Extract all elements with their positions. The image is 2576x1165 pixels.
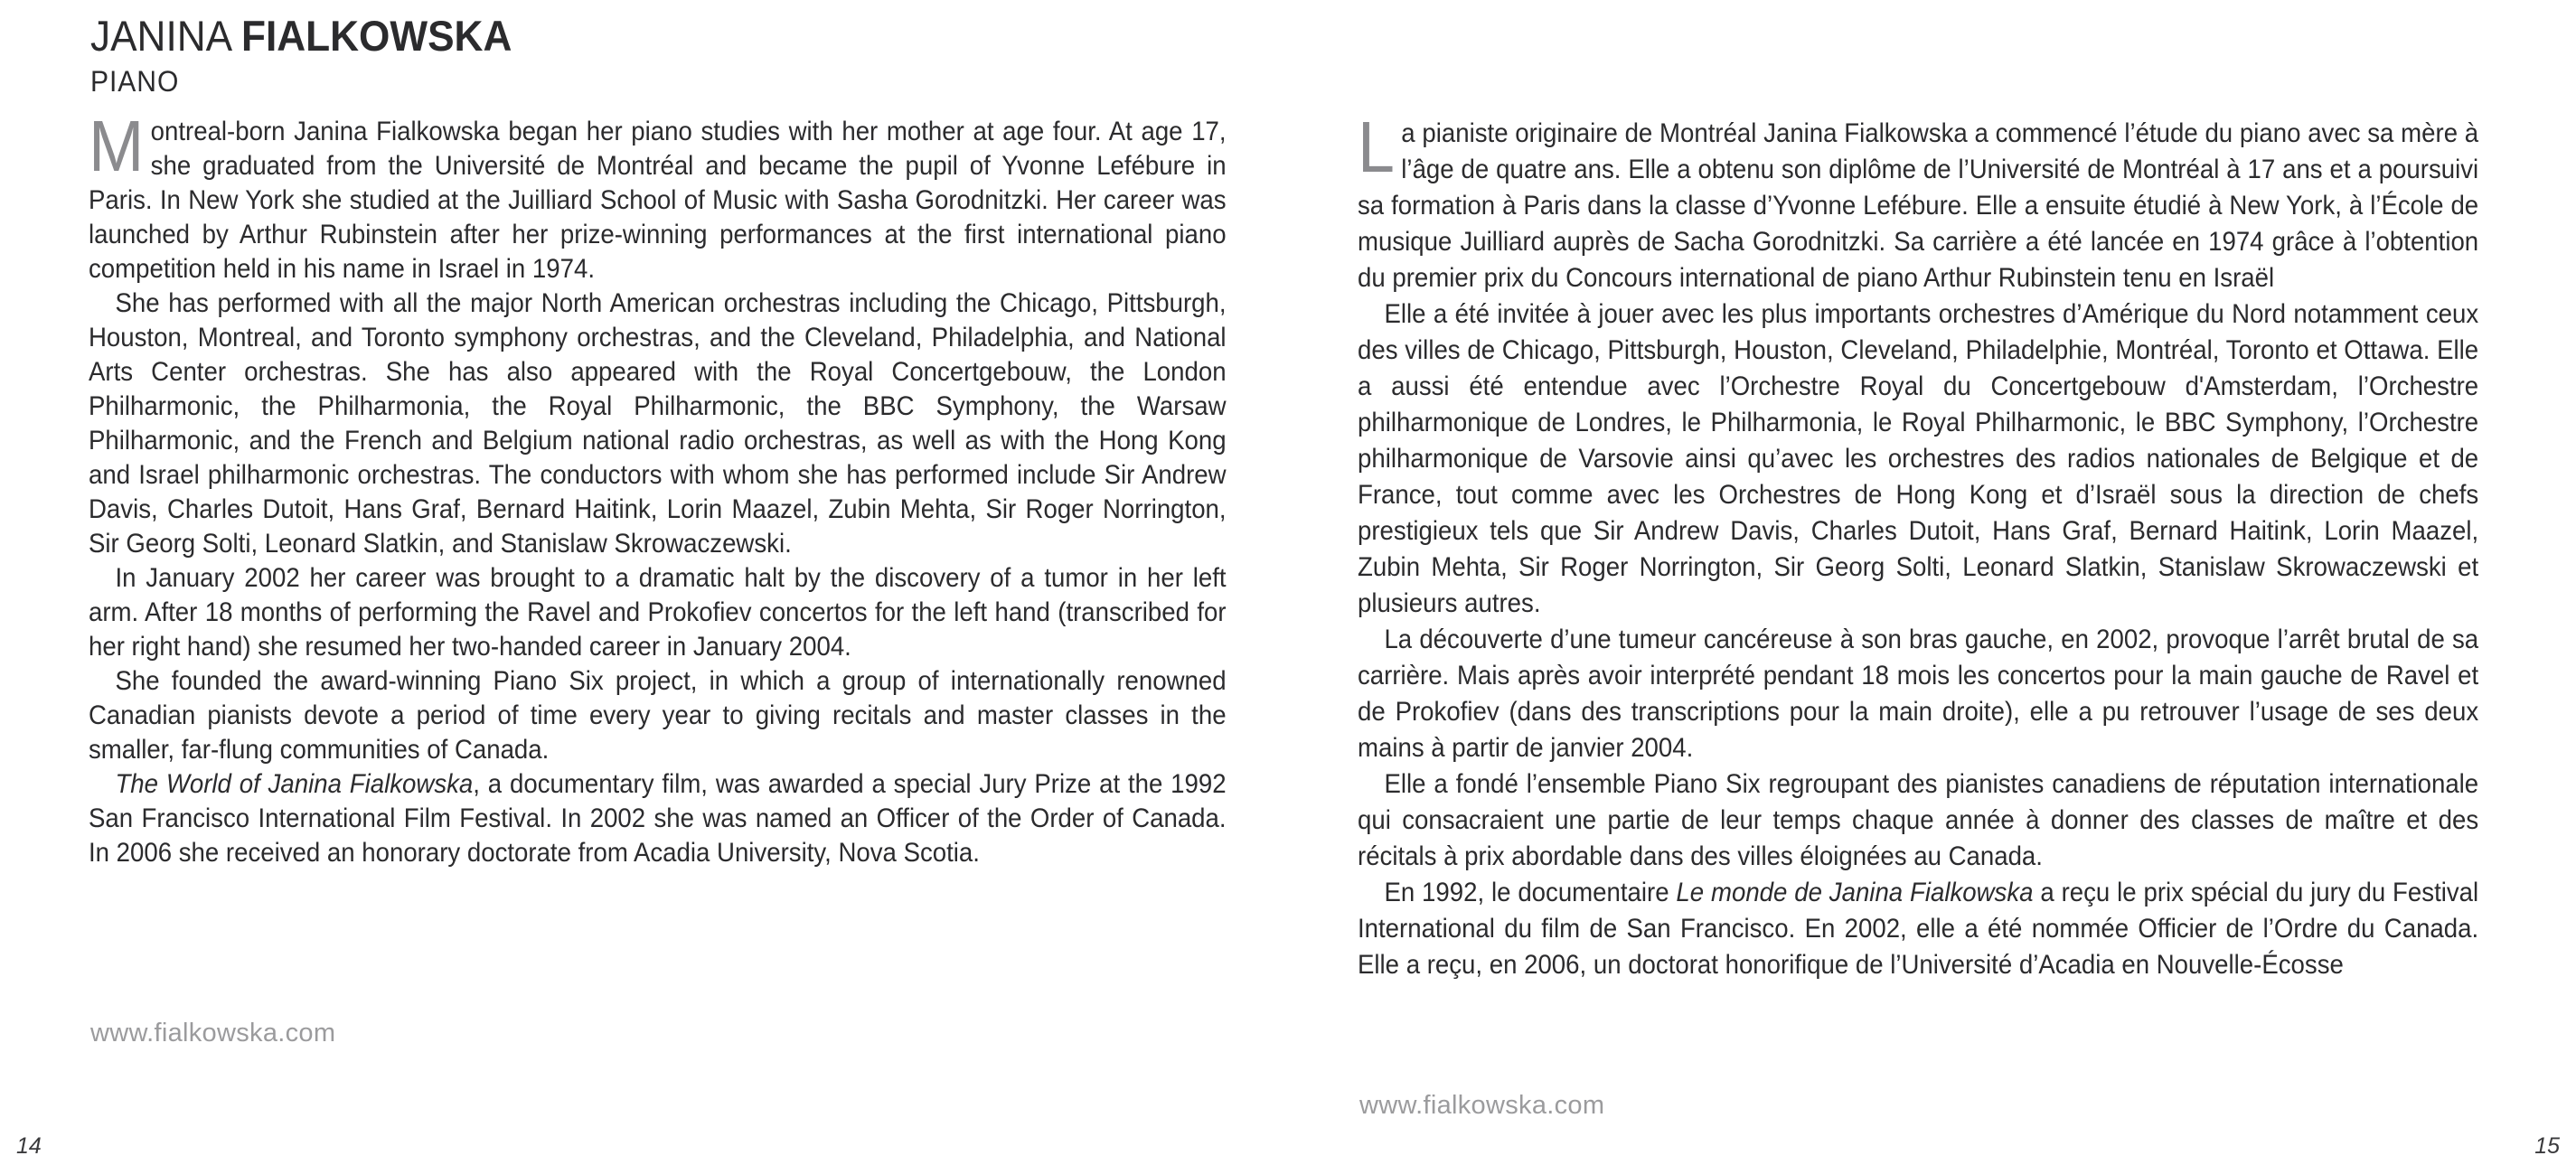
dropcap-letter: L [1358,107,1395,187]
english-bio-column [89,106,1227,870]
bio-paragraph-en-4: She founded the award-winning Piano Six project, in which a group of internationally renowned Canadian pianists devote a period of time every year to giving recitals and master classes in the smaller, far-flung communities of Canada. [89,666,1227,765]
bio-paragraph-fr-1 [1358,107,2479,296]
bio-paragraph-fr-3: La découverte d’une tumeur cancéreuse à son bras gauche, en 2002, provoque l’arrêt brutal de sa carrière. Mais après avoir interprété pendant 18 mois les concertos pour la main gauche de Ravel et de Prokofiev (dans des transcriptions pour la main droite), elle a pu retrouver l’usage de ses deux mains à partir de janvier 2004. [1358,625,2479,763]
instrument-label: PIANO [90,65,180,98]
bio-text: ontreal-born Janina Fialkowska began her piano studies with her mother at age four. At age 17, she graduated from the Université de Montréal and became the pupil of Yvonne Lefébure in Paris. In New York she studied at the Juilliard School of Music with Sasha Gorodnitzki. Her career was launched by Arthur Rubinstein after her prize-winning performances at the first international piano competition held in his name in Israel in 1974. [89,117,1227,284]
bio-text: a pianiste originaire de Montréal Janina Fialkowska a commencé l’étude du piano avec sa mère à l’âge de quatre ans. Elle a obtenu son diplôme de l’Université de Montréal à 17 ans et a poursuivi sa formation à Paris dans la classe d’Yvonne Lefébure. Elle a ensuite étudié à New York, à l’École de musique Juilliard auprès de Sacha Gorodnitzki. Sa carrière a été lancée en 1974 grâce à l’obtention du premier prix du Concours international de piano Arthur Rubinstein tenu en Israël [1358,118,2479,293]
bio-text: En 1992, le documentaire [1384,878,1677,907]
bio-paragraph-fr-2: Elle a été invitée à jouer avec les plus importants orchestres d’Amérique du Nord notamment ceux des villes de Chicago, Pittsburgh, Houston, Cleveland, Philadelphie, Montréal, Toronto et Ottawa. Elle a aussi été entendue avec l’Orchestre Royal du Concertgebouw d'Amsterdam, l’Orchestre philharmonique de Londres, le Philharmonia, le Royal Philharmonic, le BBC Symphony, l’Orchestre philharmonique de Varsovie ainsi qu’avec les orchestres des radios nationales de Belgique et de France, tout comme avec les Orchestres de Hong Kong et d’Israël sous la direction de chefs prestigieux tels que Sir Andrew Davis, Charles Dutoit, Hans Graf, Bernard Haitink, Lorin Maazel, Zubin Mehta, Sir Roger Norrington, Sir Georg Solti, Leonard Slatkin, Stanislaw Skrowaczewski et plusieurs autres. [1358,299,2479,618]
artist-name [90,14,512,59]
bio-paragraph-fr-5 [1358,875,2478,983]
website-url: www.fialkowska.com [90,1019,336,1048]
artist-first-name: JANINA [90,12,241,60]
bio-text: , a documentary film, was awarded a special Jury Prize at the 1992 San Francisco International Film Festival. In 2002 she was named an Officer of the Order of Canada. In 2006 she received an honorary doctorate from Acadia University, Nova Scotia. [89,769,1227,868]
bio-paragraph-fr-4: Elle a fondé l’ensemble Piano Six regroupant des pianistes canadiens de réputation internationale qui consacraient une partie de leur temps chaque année à donner des classes de maître et des récitals à prix abordable dans des villes éloignées au Canada. [1358,769,2479,871]
french-bio-column [1358,107,2479,983]
page-number-right: 15 [2534,1133,2560,1159]
bio-paragraph-en-1 [89,106,1227,287]
artist-last-name: FIALKOWSKA [240,12,512,60]
bio-paragraph-en-5 [89,767,1227,870]
film-title-italic: Le monde de Janina Fialkowska [1676,878,2034,907]
film-title-italic: The World of Janina Fialkowska [115,769,474,799]
bio-paragraph-en-2: She has performed with all the major North American orchestras including the Chicago, Pittsburgh, Houston, Montreal, and Toronto symphony orchestras, and the Cleveland, Philadelphia, and National Arts Center orchestras. She has also appeared with the Royal Concertgebouw, the London Philharmonic, the Philharmonia, the Royal Philharmonic, the BBC Symphony, the Warsaw Philharmonic, and the French and Belgium national radio orchestras, as well as with the Hong Kong and Israel philharmonic orchestras. The conductors with whom she has performed include Sir Andrew Davis, Charles Dutoit, Hans Graf, Bernard Haitink, Lorin Maazel, Zubin Mehta, Sir Roger Norrington, Sir Georg Solti, Leonard Slatkin, and Stanislaw Skrowaczewski. [89,288,1227,559]
bio-text: a reçu le prix spécial du jury du Festival International du film de San Francisco. En 2002, elle a été nommée Officier de l’Ordre du Canada. Elle a reçu, en 2006, un doctorat honorifique de l’Université d’Acadia en Nouvelle-Écosse [1358,878,2479,980]
bio-paragraph-en-3: In January 2002 her career was brought to a dramatic halt by the discovery of a tumor in her left arm. After 18 months of performing the Ravel and Prokofiev concertos for the left hand (transcribed for her right hand) she resumed her two-handed career in January 2004. [89,563,1227,662]
page-number-left: 14 [16,1133,42,1159]
website-url: www.fialkowska.com [1359,1091,1605,1120]
dropcap-letter: M [89,106,145,186]
